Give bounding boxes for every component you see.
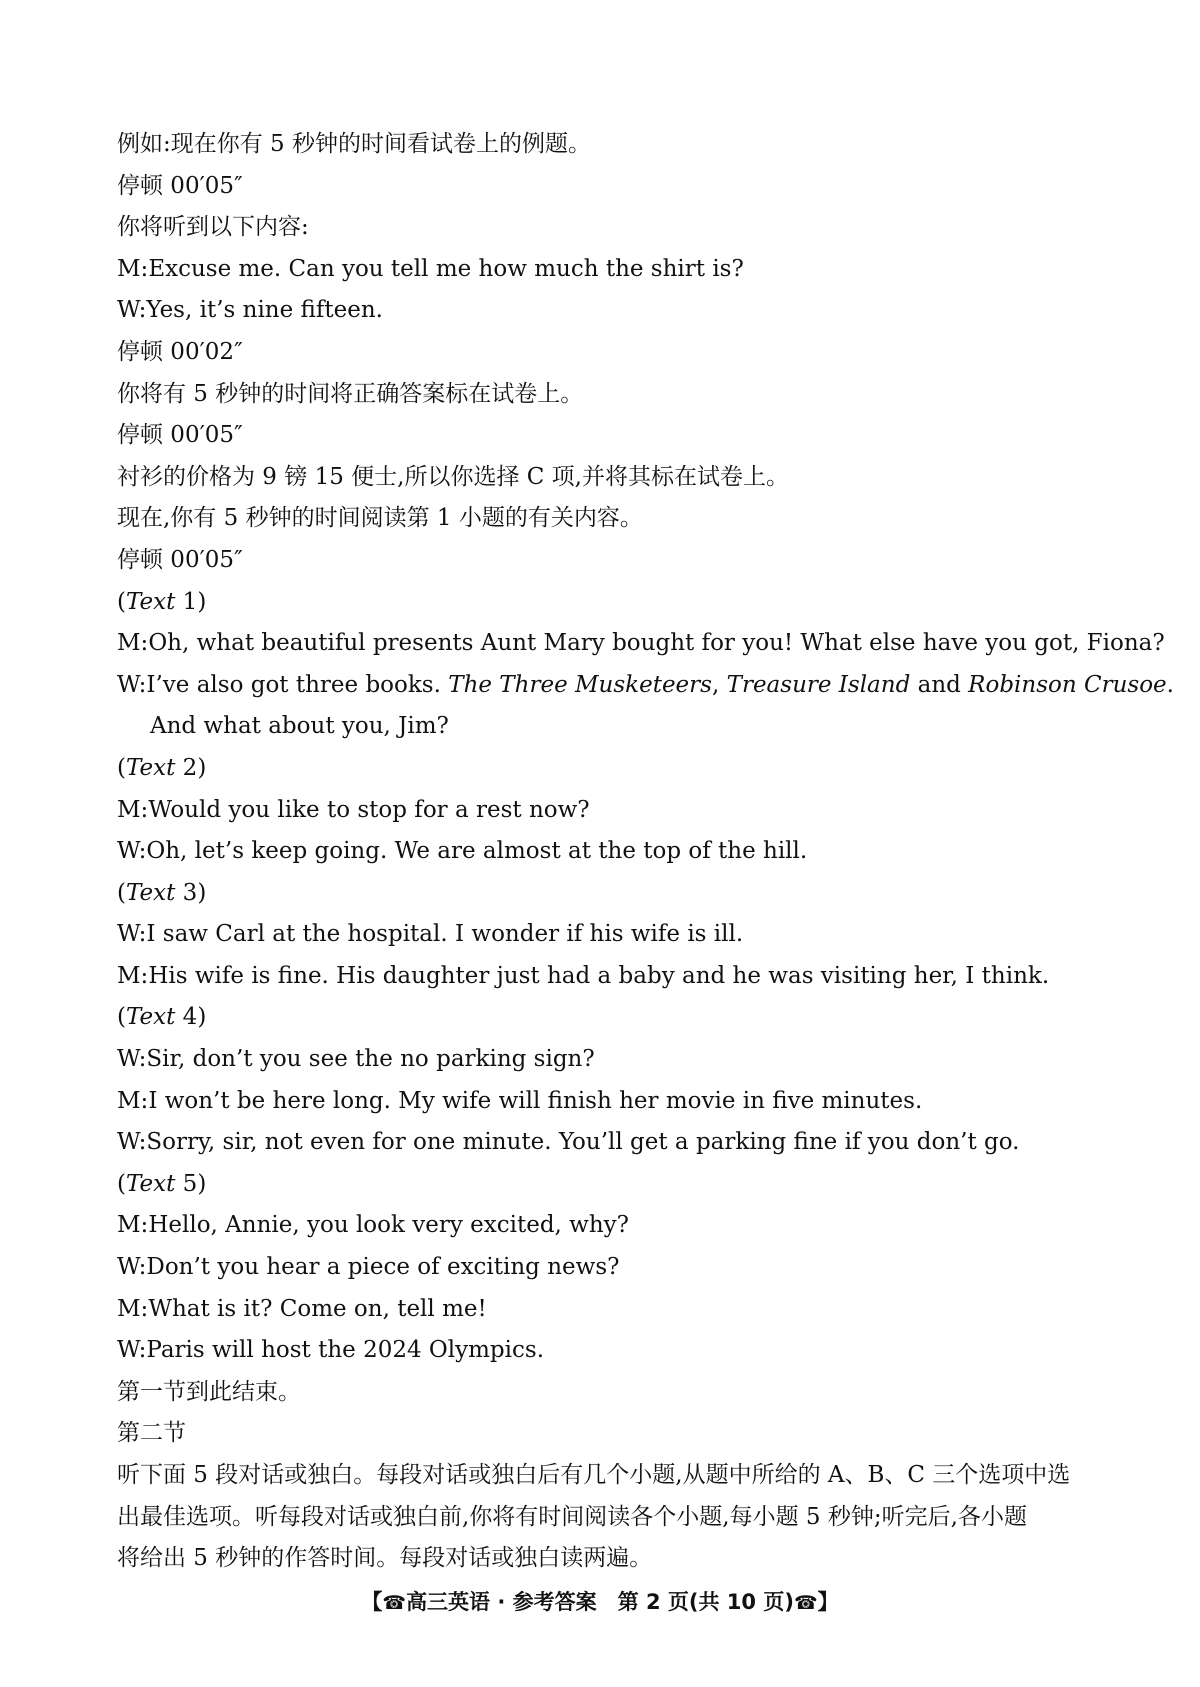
- speaker-label: W:: [117, 1046, 147, 1073]
- dialogue-text: Don’t you hear a piece of exciting news?: [146, 1254, 620, 1281]
- label-paren: (: [117, 754, 126, 781]
- pause-line: 停顿 00′05″: [117, 172, 243, 199]
- speaker-label: M:: [117, 796, 149, 823]
- dialogue-text: Sorry, sir, not even for one minute. You’ll get a parking fine if you don’t go.: [146, 1129, 1020, 1156]
- phone-icon: ☎: [793, 1592, 818, 1614]
- dialogue-text: I’ve also got three books.: [146, 671, 449, 698]
- speaker-label: W:: [117, 1129, 147, 1156]
- dialogue-text: I won’t be here long. My wife will finish her movie in five minutes.: [148, 1087, 923, 1114]
- label-paren: (: [117, 1004, 126, 1031]
- text4-dialogue-w1: [117, 1039, 1097, 1081]
- label-word: Text: [125, 754, 176, 781]
- dialogue-text: What is it? Come on, tell me!: [148, 1295, 487, 1322]
- speaker-label: W:: [117, 1254, 147, 1281]
- label-word: Text: [125, 588, 176, 615]
- instruction-line: 现在,你有 5 秒钟的时间阅读第 1 小题的有关内容。: [117, 505, 643, 532]
- explanation-line: 衬衫的价格为 9 镑 15 便士,所以你选择 C 项,并将其标在试卷上。: [117, 463, 789, 490]
- text1-dialogue-m: [117, 623, 1165, 665]
- text-label-3: [117, 873, 1097, 915]
- text5-dialogue-w2: [117, 1330, 1097, 1372]
- dialogue-text: Yes, it’s nine fifteen.: [146, 297, 383, 324]
- speaker-label: M:: [117, 962, 149, 989]
- pause-line: 停顿 00′05″: [117, 422, 243, 449]
- dialogue-text: Paris will host the 2024 Olympics.: [146, 1337, 545, 1364]
- footer-bracket-open: 【: [361, 1590, 383, 1614]
- dialogue-text: I saw Carl at the hospital. I wonder if his wife is ill.: [146, 921, 744, 948]
- text2-dialogue-w: [117, 831, 1097, 873]
- dialogue-text: Would you like to stop for a rest now?: [148, 796, 590, 823]
- example-dialogue-m: [117, 249, 1097, 291]
- label-number: 4): [175, 1004, 207, 1031]
- speaker-label: W:: [117, 838, 147, 865]
- period: .: [1166, 671, 1174, 698]
- text-label-1: [117, 582, 1097, 624]
- label-paren: (: [117, 1170, 126, 1197]
- book-title: Treasure Island: [726, 671, 911, 698]
- section1-end: 第一节到此结束。: [117, 1378, 301, 1405]
- instruction-line: 你将有 5 秒钟的时间将正确答案标在试卷上。: [117, 380, 584, 407]
- footer-text: 高三英语 · 参考答案 第 2 页(共 10 页): [406, 1590, 794, 1614]
- section2-instructions-line3: 将给出 5 秒钟的作答时间。每段对话或独白读两遍。: [117, 1545, 653, 1572]
- speaker-label: W:: [117, 1337, 147, 1364]
- text1-dialogue-w-cont: And what about you, Jim?: [150, 713, 449, 740]
- text4-dialogue-m: [117, 1081, 1097, 1123]
- example-intro: 例如:现在你有 5 秒钟的时间看试卷上的例题。: [117, 131, 592, 157]
- example-dialogue-w: [117, 290, 1097, 332]
- text-label-4: [117, 997, 1097, 1039]
- footer-bracket-close: 】: [817, 1590, 839, 1614]
- speaker-label: M:: [117, 1212, 149, 1239]
- listen-intro: 你将听到以下内容:: [117, 214, 309, 241]
- label-word: Text: [125, 879, 176, 906]
- text-label-5: [117, 1164, 1097, 1206]
- section2-title: 第二节: [117, 1420, 186, 1447]
- separator: and: [910, 671, 969, 698]
- dialogue-text: Hello, Annie, you look very excited, why?: [148, 1212, 629, 1239]
- document-body: [117, 124, 1174, 1580]
- label-number: 3): [175, 879, 207, 906]
- text2-dialogue-m: [117, 790, 1097, 832]
- book-title: Robinson Crusoe: [968, 671, 1167, 698]
- dialogue-text: Oh, what beautiful presents Aunt Mary bought for you! What else have you got, Fiona?: [148, 630, 1165, 657]
- dialogue-text: Oh, let’s keep going. We are almost at the top of the hill.: [146, 838, 808, 865]
- speaker-label: M:: [117, 1295, 149, 1322]
- speaker-label: M:: [117, 1087, 149, 1114]
- dialogue-text: Excuse me. Can you tell me how much the shirt is?: [148, 255, 744, 282]
- label-paren: (: [117, 879, 126, 906]
- pause-line: 停顿 00′02″: [117, 338, 243, 365]
- text5-dialogue-m2: [117, 1289, 1097, 1331]
- section2-instructions-line1: 听下面 5 段对话或独白。每段对话或独白后有几个小题,从题中所给的 A、B、C 三个选项中选: [117, 1462, 1071, 1488]
- label-number: 5): [175, 1170, 207, 1197]
- text5-dialogue-w1: [117, 1247, 1097, 1289]
- text3-dialogue-w: [117, 914, 1097, 956]
- speaker-label: W:: [117, 297, 147, 324]
- speaker-label: W:: [117, 921, 147, 948]
- dialogue-text: His wife is fine. His daughter just had a baby and he was visiting her, I think.: [148, 962, 1050, 989]
- dialogue-text: Sir, don’t you see the no parking sign?: [146, 1046, 595, 1073]
- text-label-2: [117, 748, 1097, 790]
- speaker-label: M:: [117, 630, 149, 657]
- phone-icon: ☎: [382, 1592, 407, 1614]
- label-word: Text: [125, 1004, 176, 1031]
- text5-dialogue-m1: [117, 1205, 1097, 1247]
- text1-dialogue-w: [117, 665, 1174, 707]
- label-number: 1): [175, 588, 207, 615]
- speaker-label: M:: [117, 255, 149, 282]
- label-number: 2): [175, 754, 207, 781]
- text3-dialogue-m: [117, 956, 1097, 998]
- pause-line: 停顿 00′05″: [117, 546, 243, 573]
- label-paren: (: [117, 588, 126, 615]
- section2-instructions-line2: 出最佳选项。听每段对话或独白前,你将有时间阅读各个小题,每小题 5 秒钟;听完后,各小题: [117, 1503, 1027, 1530]
- text4-dialogue-w2: [117, 1122, 1097, 1164]
- book-title: The Three Musketeers: [448, 671, 712, 698]
- page-footer: [0, 1586, 1200, 1616]
- label-word: Text: [125, 1170, 176, 1197]
- speaker-label: W:: [117, 671, 147, 698]
- separator: ,: [711, 671, 727, 698]
